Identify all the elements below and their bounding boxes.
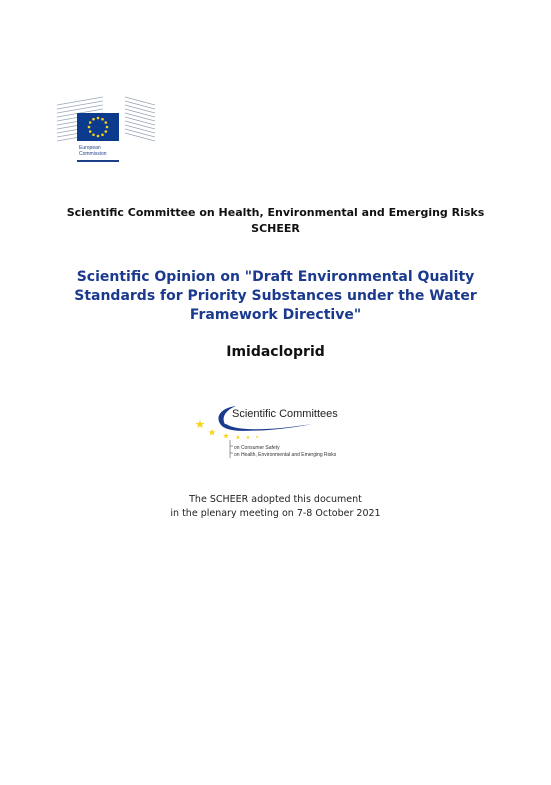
ec-logo-text: European Commission: [79, 145, 107, 157]
committee-abbreviation: SCHEER: [251, 222, 300, 235]
scientific-committees-logo: [192, 402, 362, 464]
committee-name: Scientific Committee on Health, Environmental and Emerging Risks: [66, 206, 485, 219]
scientific-committees-title: Scientific Committees: [232, 408, 338, 420]
adoption-statement-line-1: The SCHEER adopted this document: [189, 494, 362, 505]
document-subject: Imidacloprid: [226, 344, 325, 360]
adoption-statement-line-2: in the plenary meeting on 7-8 October 2021: [170, 508, 381, 519]
document-title: Scientific Opinion on "Draft Environmental Quality Standards for Priority Substances under the Water Framework Directive": [74, 269, 477, 323]
sc-logo-line-consumer-safety: on Consumer Safety: [234, 445, 280, 451]
sc-logo-line-health: on Health, Environmental and Emerging Risks: [234, 452, 337, 458]
european-commission-logo: [55, 95, 157, 165]
